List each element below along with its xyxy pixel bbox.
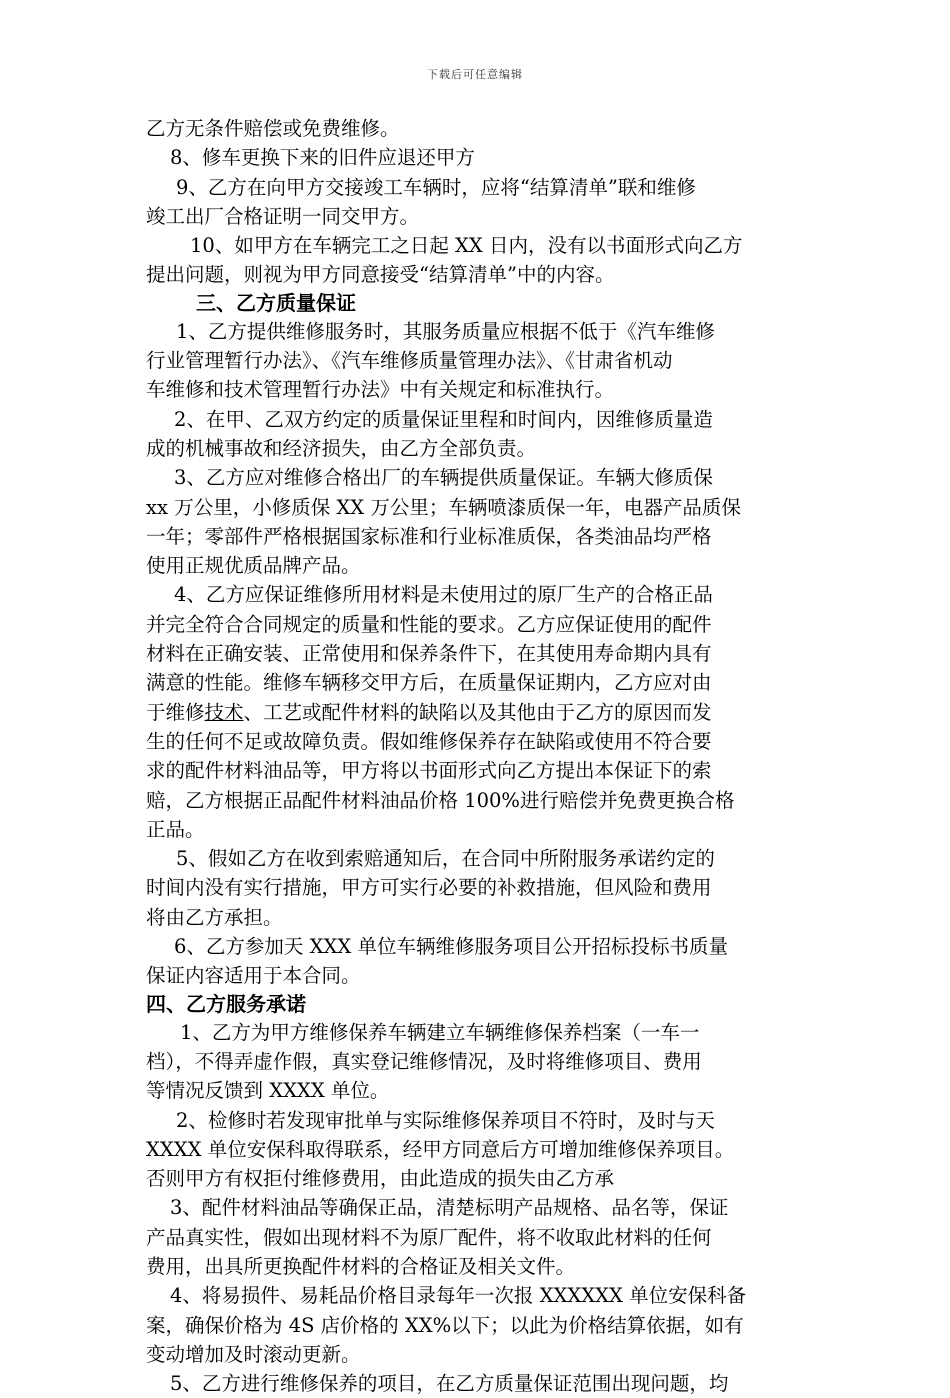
text-line: 产品真实性，假如出现材料不为原厂配件，将不收取此材料的任何 bbox=[146, 1225, 712, 1249]
text-line: 3、配件材料油品等确保正品，清楚标明产品规格、品名等，保证 bbox=[170, 1196, 729, 1220]
text-line: 4、将易损件、易耗品价格目录每年一次报 XXXXXX 单位安保科备 bbox=[170, 1284, 747, 1308]
text-line: 4、乙方应保证维修所用材料是未使用过的原厂生产的合格正品 bbox=[174, 583, 713, 607]
text-line: 一年；零部件严格根据国家标准和行业标准质保，各类油品均严格 bbox=[146, 524, 712, 548]
text-line: 于维修技术、工艺或配件材料的缺陷以及其他由于乙方的原因而发 bbox=[146, 700, 712, 724]
text-line: 等情况反馈到 XXXX 单位。 bbox=[146, 1079, 390, 1103]
text-line: 时间内没有实行措施，甲方可实行必要的补救措施，但风险和费用 bbox=[146, 876, 712, 900]
text-line: 材料在正确安装、正常使用和保养条件下，在其使用寿命期内具有 bbox=[146, 642, 712, 666]
text-line: 2、在甲、乙双方约定的质量保证里程和时间内，因维修质量造 bbox=[174, 407, 713, 431]
page-header: 下载后可任意编辑 bbox=[427, 68, 523, 81]
text-line: 提出问题，则视为甲方同意接受“结算清单”中的内容。 bbox=[146, 263, 615, 287]
underlined-term: 技术 bbox=[204, 700, 244, 724]
top-paragraphs bbox=[146, 114, 808, 290]
text-line: 1、乙方为甲方维修保养车辆建立车辆维修保养档案（一车一 bbox=[180, 1020, 700, 1044]
text-line: 保证内容适用于本合同。 bbox=[146, 964, 361, 988]
text-line: 10、如甲方在车辆完工之日起 XX 日内，没有以书面形式向乙方 bbox=[190, 234, 743, 258]
text-line: 并完全符合合同规定的质量和性能的要求。乙方应保证使用的配件 bbox=[146, 612, 712, 636]
text-line: 档），不得弄虚作假，真实登记维修情况，及时将维修项目、费用 bbox=[146, 1049, 702, 1073]
text-line: 正品。 bbox=[146, 817, 205, 841]
section-4-title: 四、乙方服务承诺 bbox=[146, 991, 306, 1016]
text-line: 5、乙方进行维修保养的项目，在乙方质量保证范围出现问题，均 bbox=[170, 1372, 729, 1396]
text-line: 求的配件材料油品等，甲方将以书面形式向乙方提出本保证下的索 bbox=[146, 759, 712, 783]
text-line: 1、乙方提供维修服务时，其服务质量应根据不低于《汽车维修 bbox=[176, 319, 715, 343]
text-line: 行业管理暂行办法》、《汽车维修质量管理办法》、《甘肃省机动 bbox=[146, 349, 673, 373]
text-line: 9、乙方在向甲方交接竣工车辆时，应将“结算清单”联和维修 bbox=[176, 175, 696, 199]
text-line: xx 万公里，小修质保 XX 万公里；车辆喷漆质保一年，电器产品质保 bbox=[146, 495, 741, 519]
section-4-body bbox=[146, 1018, 808, 1398]
text-line: 变动增加及时滚动更新。 bbox=[146, 1342, 361, 1366]
text-line: 竣工出厂合格证明一同交甲方。 bbox=[146, 204, 420, 228]
text-line: 2、检修时若发现审批单与实际维修保养项目不符时，及时与天 bbox=[176, 1108, 715, 1132]
section-3-title: 三、乙方质量保证 bbox=[196, 290, 356, 315]
text-line: XXXX 单位安保科取得联系，经甲方同意后方可增加维修保养项目。 bbox=[146, 1137, 735, 1161]
text-line: 生的任何不足或故障负责。假如维修保养存在缺陷或使用不符合要 bbox=[146, 729, 712, 753]
text-line: 将由乙方承担。 bbox=[146, 905, 283, 929]
text-line: 费用，出具所更换配件材料的合格证及相关文件。 bbox=[146, 1254, 576, 1278]
text-line: 否则甲方有权拒付维修费用，由此造成的损失由乙方承 bbox=[146, 1167, 615, 1191]
text-line: 6、乙方参加天 XXX 单位车辆维修服务项目公开招标投标书质量 bbox=[174, 935, 728, 959]
text-line: 8、修车更换下来的旧件应退还甲方 bbox=[170, 146, 475, 170]
text-line: 车维修和技术管理暂行办法》中有关规定和标准执行。 bbox=[146, 378, 615, 402]
text-line: 满意的性能。维修车辆移交甲方后，在质量保证期内，乙方应对由 bbox=[146, 671, 712, 695]
document-body bbox=[146, 114, 808, 1398]
text-line: 案，确保价格为 4S 店价格的 XX%以下；以此为价格结算依据，如有 bbox=[146, 1313, 744, 1337]
text-line: 乙方无条件赔偿或免费维修。 bbox=[146, 117, 400, 140]
text-line: 使用正规优质品牌产品。 bbox=[146, 554, 361, 578]
text-line: 5、假如乙方在收到索赔通知后，在合同中所附服务承诺约定的 bbox=[176, 847, 715, 871]
text-line: 赔，乙方根据正品配件材料油品价格 100%进行赔偿并免费更换合格 bbox=[146, 788, 735, 812]
section-3-body bbox=[146, 317, 808, 991]
text-line: 3、乙方应对维修合格出厂的车辆提供质量保证。车辆大修质保 bbox=[174, 466, 713, 490]
text-line: 成的机械事故和经济损失，由乙方全部负责。 bbox=[146, 436, 537, 460]
